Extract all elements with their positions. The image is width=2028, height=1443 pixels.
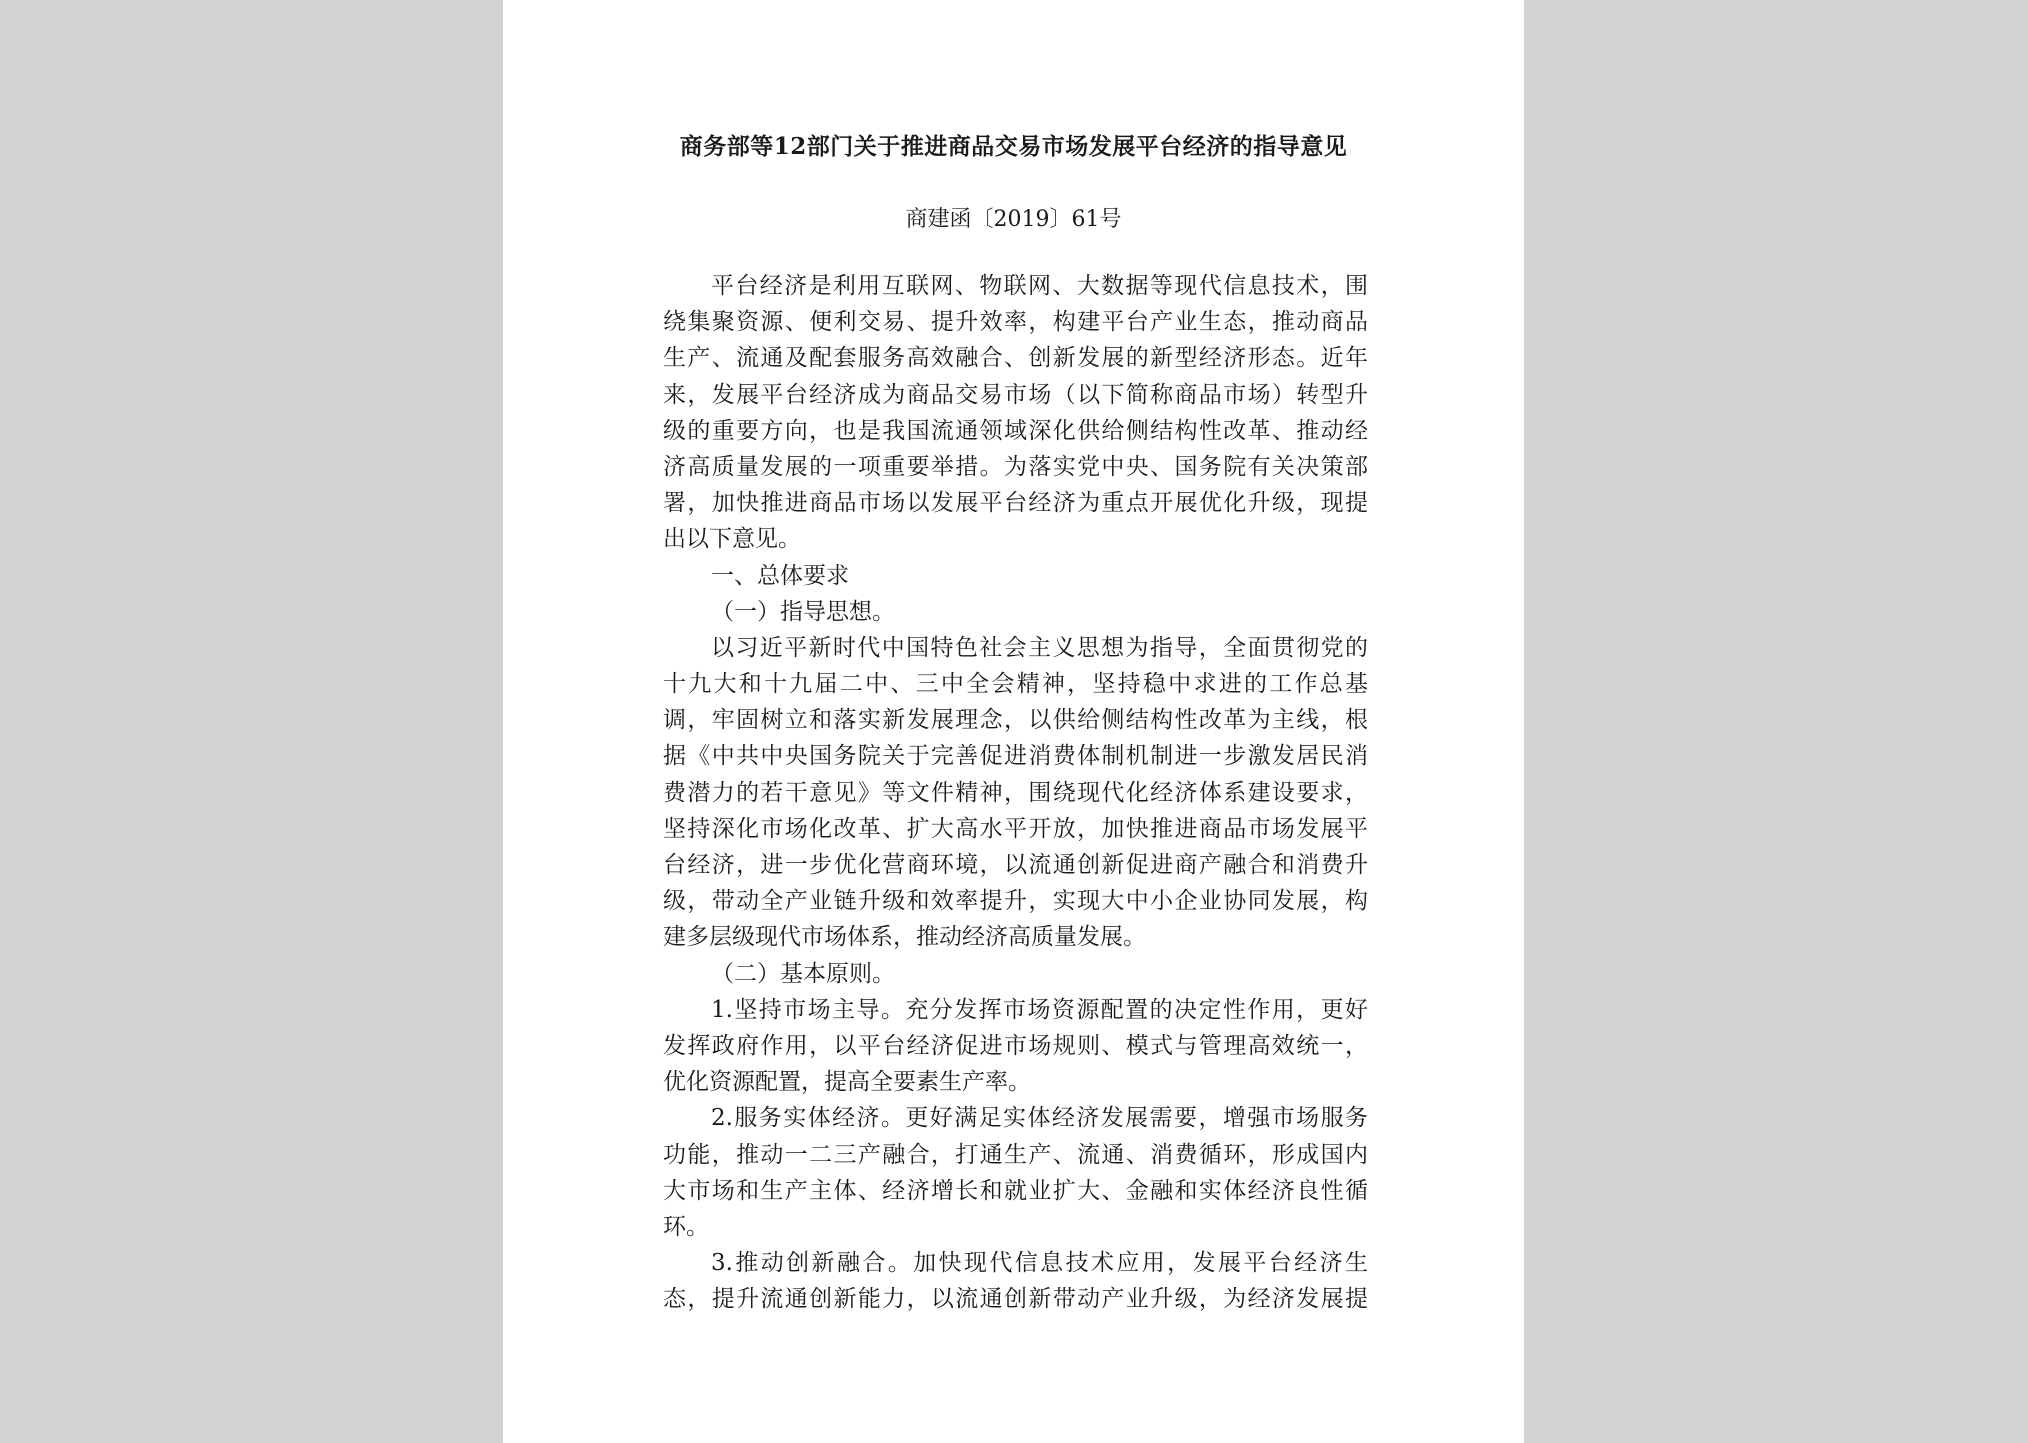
body-line: 以习近平新时代中国特色社会主义思想为指导，全面贯彻党的 [711, 634, 1368, 661]
body-line: 坚持深化市场化改革、扩大高水平开放，加快推进商品市场发展平 [663, 815, 1368, 842]
body-line: 台经济，进一步优化营商环境，以流通创新促进商产融合和消费升 [663, 852, 1368, 878]
body-line: 建多层级现代市场体系，推动经济高质量发展。 [663, 924, 1146, 951]
document-body [663, 268, 1368, 1317]
body-line: 署，加快推进商品市场以发展平台经济为重点开展优化升级，现提 [663, 490, 1368, 517]
body-line: 十九大和十九届二中、三中全会精神，坚持稳中求进的工作总基 [663, 671, 1368, 698]
body-line: 平台经济是利用互联网、物联网、大数据等现代信息技术，围 [711, 273, 1368, 299]
body-line: 济高质量发展的一项重要举措。为落实党中央、国务院有关决策部 [663, 453, 1368, 480]
body-line: 调，牢固树立和落实新发展理念，以供给侧结构性改革为主线，根 [663, 707, 1368, 734]
body-line: 一、总体要求 [711, 562, 849, 589]
body-line: 优化资源配置，提高全要素生产率。 [663, 1069, 1031, 1096]
body-line: 功能，推动一二三产融合，打通生产、流通、消费循环，形成国内 [663, 1141, 1368, 1168]
body-line: （二）基本原则。 [711, 960, 895, 987]
body-line: 1.坚持市场主导。充分发挥市场资源配置的决定性作用，更好 [711, 996, 1368, 1023]
body-line: 出以下意见。 [663, 526, 801, 553]
body-line: 3.推动创新融合。加快现代信息技术应用，发展平台经济生 [711, 1250, 1368, 1277]
body-line: 来，发展平台经济成为商品交易市场（以下简称商品市场）转型升 [663, 381, 1368, 408]
body-line: 据《中共中央国务院关于完善促进消费体制机制进一步激发居民消 [663, 743, 1368, 770]
body-line: 发挥政府作用，以平台经济促进市场规则、模式与管理高效统一， [663, 1032, 1368, 1059]
body-line: （一）指导思想。 [711, 598, 895, 625]
document-number: 商建函〔2019〕61号 [905, 207, 1122, 232]
body-line: 大市场和生产主体、经济增长和就业扩大、金融和实体经济良性循 [663, 1177, 1368, 1204]
body-line: 级，带动全产业链升级和效率提升，实现大中小企业协同发展，构 [663, 888, 1368, 915]
body-line: 环。 [663, 1213, 709, 1240]
body-line: 2.服务实体经济。更好满足实体经济发展需要，增强市场服务 [711, 1105, 1368, 1132]
body-line: 费潜力的若干意见》等文件精神，围绕现代化经济体系建设要求， [663, 779, 1368, 806]
body-line: 级的重要方向，也是我国流通领域深化供给侧结构性改革、推动经 [663, 417, 1368, 444]
document-page [503, 0, 1524, 1443]
body-line: 绕集聚资源、便利交易、提升效率，构建平台产业生态，推动商品 [663, 309, 1368, 336]
body-line: 生产、流通及配套服务高效融合、创新发展的新型经济形态。近年 [663, 345, 1368, 372]
document-title: 商务部等12部门关于推进商品交易市场发展平台经济的指导意见 [679, 133, 1348, 160]
body-line: 态，提升流通创新能力，以流通创新带动产业升级，为经济发展提 [663, 1286, 1368, 1313]
